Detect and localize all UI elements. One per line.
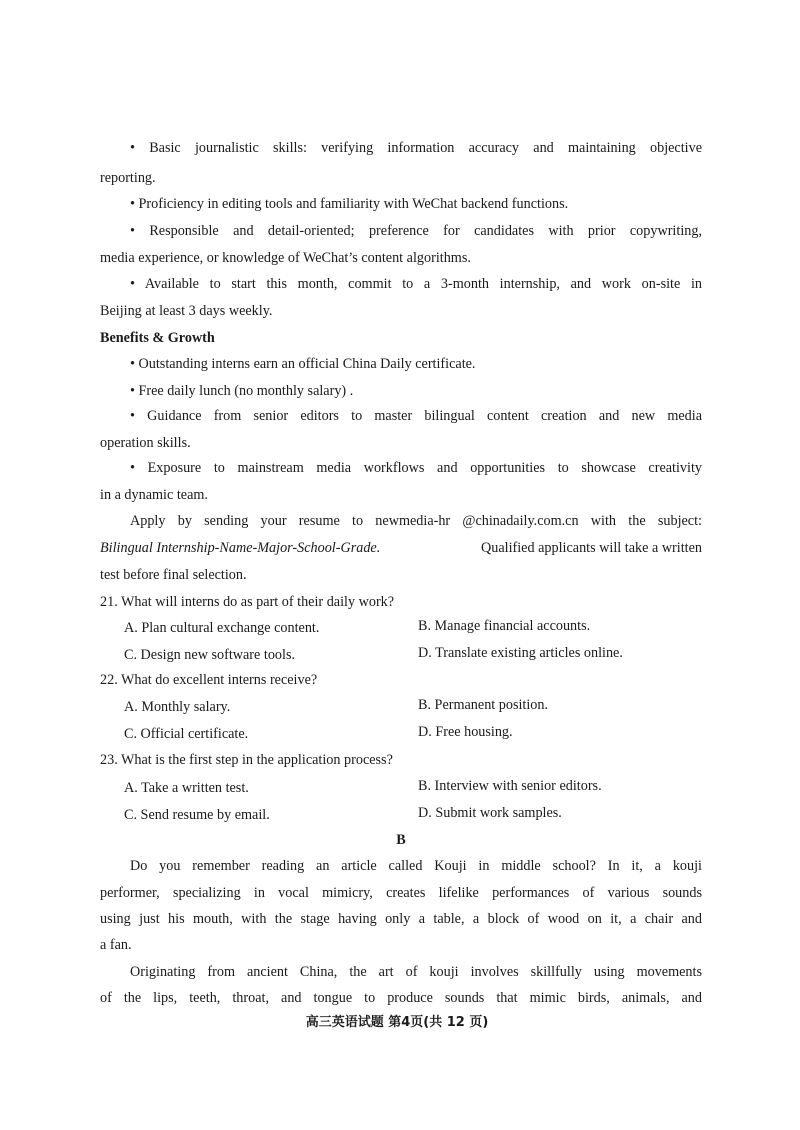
apply-line1: Apply by sending your resume to newmedia-hr @chinadaily.com.cn with the subject: — [130, 513, 702, 529]
req-basic-skills-line1: • Basic journalistic skills: verifying information accuracy and maintaining objective — [130, 140, 702, 156]
section-b-label: B — [396, 832, 406, 848]
question-23-option-c: C. Send resume by email. — [124, 807, 270, 823]
kouji-p1-line2: performer, specializing in vocal mimicry, creates lifelike performances of various sounds — [100, 885, 702, 901]
req-proficiency: • Proficiency in editing tools and familiarity with WeChat backend functions. — [130, 196, 569, 212]
benefits-heading: Benefits & Growth — [100, 330, 215, 346]
question-23-option-a: A. Take a written test. — [124, 780, 249, 796]
question-21-option-b: B. Manage financial accounts. — [418, 618, 591, 634]
benefit-lunch: • Free daily lunch (no monthly salary) . — [130, 383, 354, 399]
benefit-exposure-line1: • Exposure to mainstream media workflows and opportunities to showcase creativity — [130, 460, 702, 476]
page-footer: 高三英语试题 第4页(共 12 页) — [305, 1015, 489, 1030]
kouji-p1-line3: using just his mouth, with the stage having only a table, a block of wood on it, a chair and — [100, 911, 702, 927]
benefit-guidance-line2: operation skills. — [100, 435, 191, 451]
question-22-option-a: A. Monthly salary. — [124, 699, 231, 715]
question-22-option-b: B. Permanent position. — [418, 697, 549, 713]
question-21-option-c: C. Design new software tools. — [124, 647, 296, 663]
benefit-certificate: • Outstanding interns earn an official China Daily certificate. — [130, 356, 476, 372]
req-available-line2: Beijing at least 3 days weekly. — [100, 303, 273, 319]
question-23-option-d: D. Submit work samples. — [418, 805, 562, 821]
question-22-stem: 22. What do excellent interns receive? — [100, 672, 318, 688]
kouji-p2-line1: Originating from ancient China, the art of kouji involves skillfully using movements — [130, 964, 702, 980]
kouji-p1-line4: a fan. — [100, 937, 132, 953]
question-21-option-d: D. Translate existing articles online. — [418, 645, 623, 661]
apply-line3: test before final selection. — [100, 567, 247, 583]
req-responsible-line1: • Responsible and detail-oriented; preference for candidates with prior copywriting, — [130, 223, 702, 239]
question-21-option-a: A. Plan cultural exchange content. — [124, 620, 320, 636]
question-23-option-b: B. Interview with senior editors. — [418, 778, 602, 794]
kouji-p2-line2: of the lips, teeth, throat, and tongue to produce sounds that mimic birds, animals, and — [100, 990, 702, 1006]
apply-line2 — [100, 540, 702, 557]
req-available-line1: • Available to start this month, commit to a 3-month internship, and work on-site in — [130, 276, 702, 292]
benefit-exposure-line2: in a dynamic team. — [100, 487, 208, 503]
question-22-option-c: C. Official certificate. — [124, 726, 249, 742]
req-responsible-line2: media experience, or knowledge of WeChat’s content algorithms. — [100, 250, 471, 266]
kouji-p1-line1: Do you remember reading an article called Kouji in middle school? In it, a kouji — [130, 858, 702, 874]
apply-subject-format: Bilingual Internship-Name-Major-School-Grade. — [100, 540, 381, 556]
benefit-guidance-line1: • Guidance from senior editors to master bilingual content creation and new media — [130, 408, 702, 424]
req-basic-skills-line2: reporting. — [100, 170, 156, 186]
apply-line2-rest: Qualified applicants will take a written — [480, 540, 702, 556]
question-23-stem: 23. What is the first step in the application process? — [100, 752, 393, 768]
question-22-option-d: D. Free housing. — [418, 724, 513, 740]
question-21-stem: 21. What will interns do as part of their daily work? — [100, 594, 395, 610]
